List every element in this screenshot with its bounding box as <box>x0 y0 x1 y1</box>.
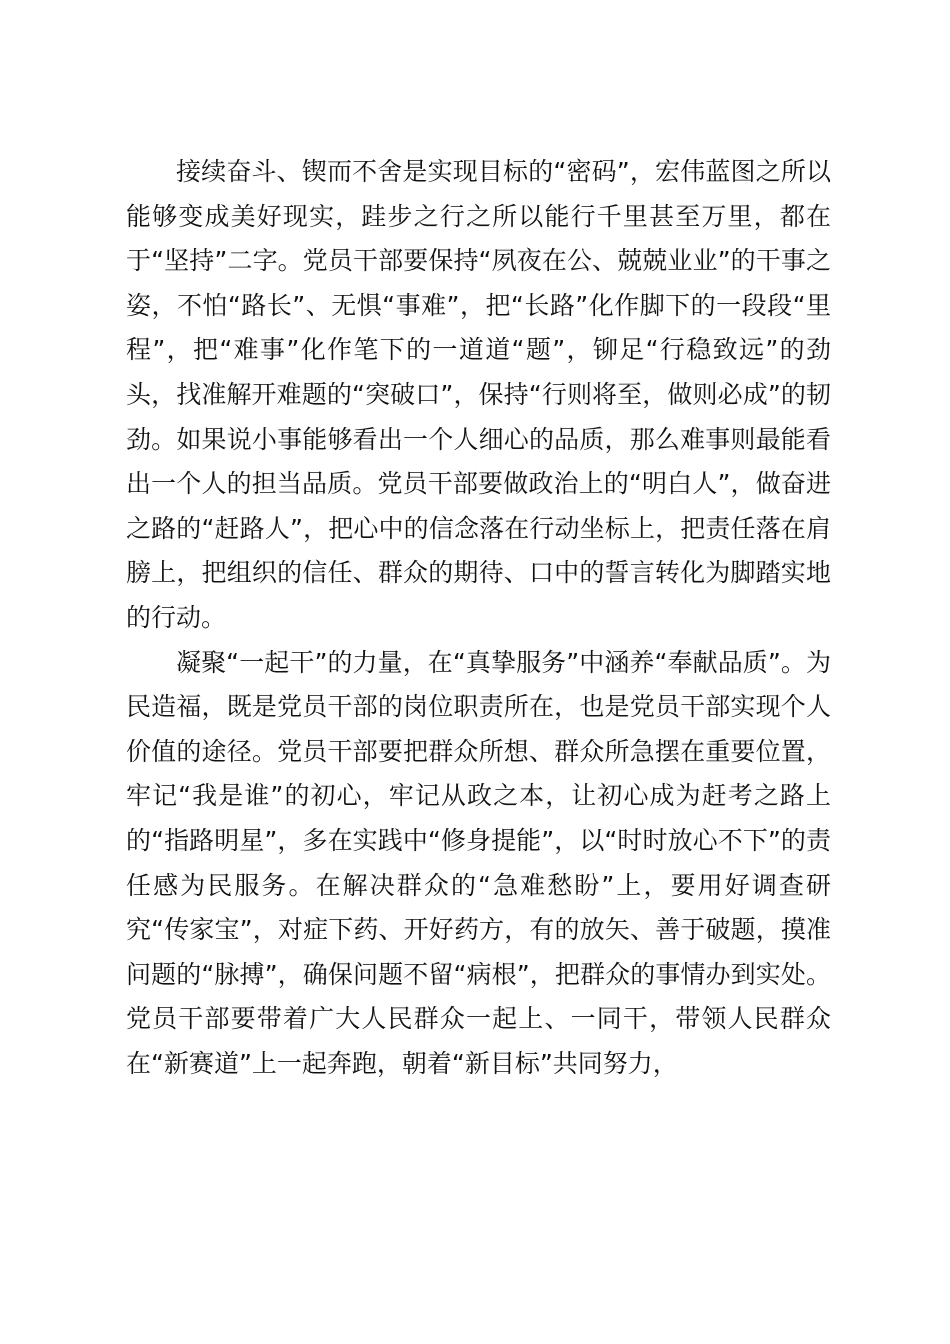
paragraph-1: 接续奋斗、锲而不舍是实现目标的“密码”，宏伟蓝图之所以能够变成美好现实，跬步之行之所以能行千里甚至万里，都在于“坚持”二字。党员干部要保持“夙夜在公、兢兢业业”的干事之姿，不怕“路长”、无惧“事难”，把“长路”化作脚下的一段段“里程”，把“难事”化作笔下的一道道“题”，铆足“行稳致远”的劲头，找准解开难题的“突破口”，保持“行则将至，做则必成”的韧劲。如果说小事能够看出一个人细心的品质，那么难事则最能看出一个人的担当品质。党员干部要做政治上的“明白人”，做奋进之路的“赶路人”，把心中的信念落在行动坐标上，把责任落在肩膀上，把组织的信任、群众的期待、口中的誓言转化为脚踏实地的行动。 <box>126 157 831 632</box>
document-body <box>126 150 831 1086</box>
paragraph-2: 凝聚“一起干”的力量，在“真挚服务”中涵养“奉献品质”。为民造福，既是党员干部的岗位职责所在，也是党员干部实现个人价值的途径。党员干部要把群众所想、群众所急摆在重要位置，牢记“我是谁”的初心，牢记从政之本，让初心成为赶考之路上的“指路明星”，多在实践中“修身提能”，以“时时放心不下”的责任感为民服务。在解决群众的“急难愁盼”上，要用好调查研究“传家宝”，对症下药、开好药方，有的放矢、善于破题，摸准问题的“脉搏”，确保问题不留“病根”，把群众的事情办到实处。党员干部要带着广大人民群众一起上、一同干，带领人民群众在“新赛道”上一起奔跑，朝着“新目标”共同努力， <box>126 647 831 1078</box>
